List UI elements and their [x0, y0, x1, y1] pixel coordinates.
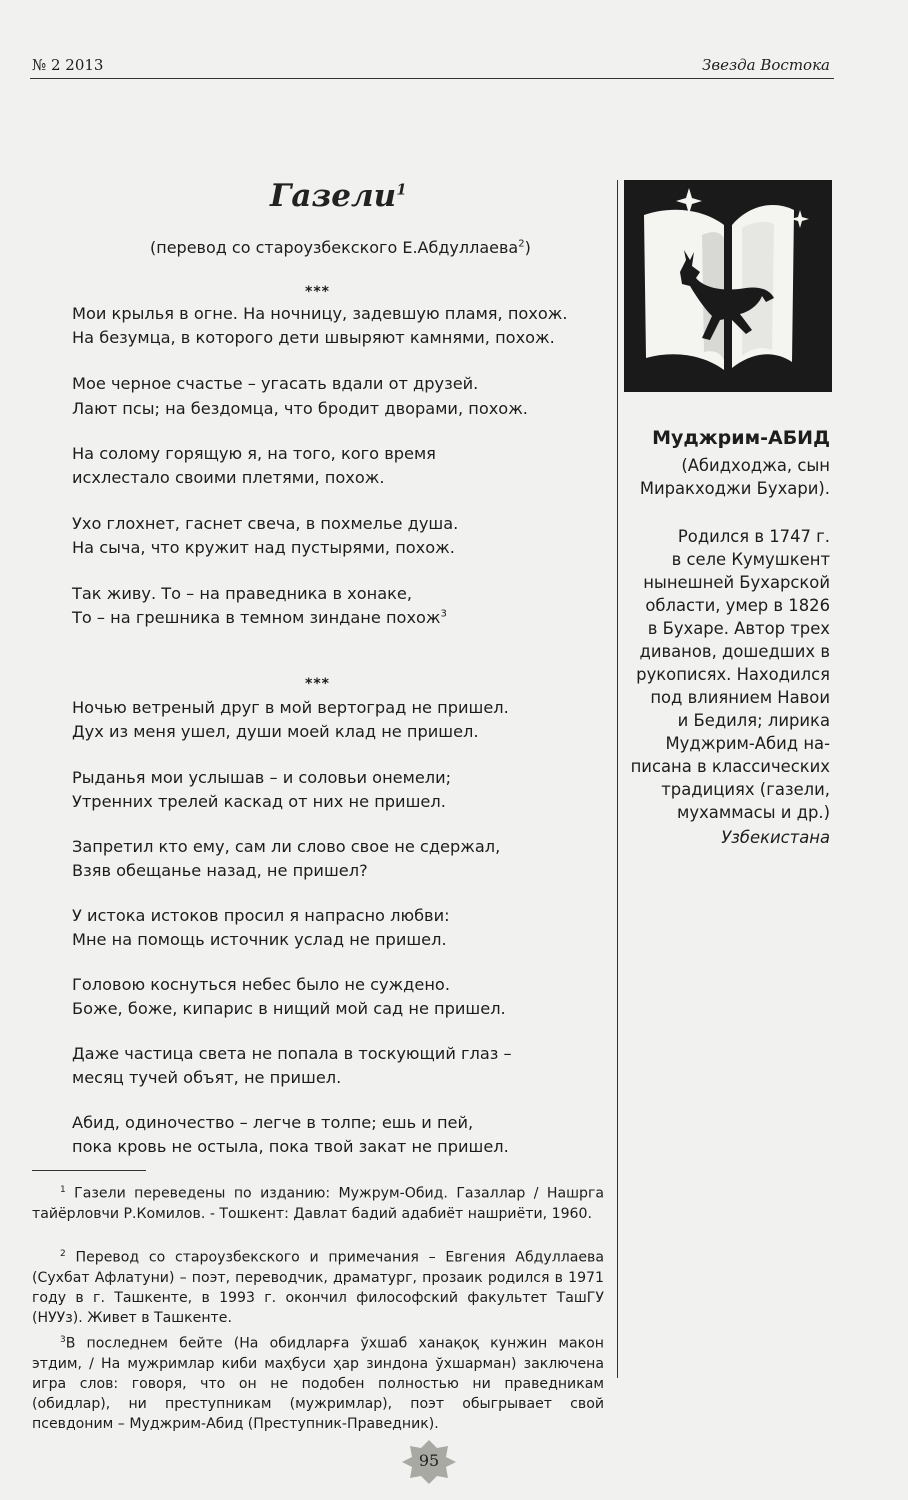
poem-line: Мне на помощь источник услад не пришел.	[72, 930, 447, 949]
footnote-text: Газели переведены по изданию: Мужрум-Обид. Газаллар / Нашрга тайёрловчи Р.Комилов. - Тошкент: Давлат бадий адабиёт нашриёти, 1960.	[32, 1185, 604, 1222]
footnote-text: Перевод со староузбекского и примечания – Евгения Абдуллаева (Сухбат Афлатуни) – поэт, переводчик, драматург, прозаик родился в 1971 году в г. Ташкенте, в 1993 г. окончил философский факультет ТашГУ (НУУз). Живет в Ташкенте.	[32, 1249, 604, 1326]
translation-note	[150, 238, 531, 257]
title-footnote-mark: 1	[396, 180, 407, 199]
poem-line: Рыданья мои услышав – и соловьи онемели;	[72, 768, 452, 787]
bio-line: под влиянием Навои	[650, 688, 830, 707]
footnote-divider	[32, 1170, 146, 1171]
poem-line: Дух из меня ушел, души моей клад не пришел.	[72, 722, 479, 741]
issue-number: № 2 2013	[32, 56, 104, 74]
poem-line: Мои крылья в огне. На ночницу, задевшую пламя, похож.	[72, 304, 568, 323]
poem-line: У истока истоков просил я напрасно любви:	[72, 906, 450, 925]
poem-line: исхлестало своими плетями, похож.	[72, 468, 385, 487]
title-text: Газели	[270, 178, 397, 214]
bio-line: писана в классических	[630, 757, 830, 776]
section-separator: ***	[305, 284, 330, 300]
footnote-mark: 1	[60, 1185, 66, 1195]
poem-line: Мое черное счастье – угасать вдали от друзей.	[72, 374, 479, 393]
poem-line: Ухо глохнет, гаснет свеча, в похмелье душа.	[72, 514, 459, 533]
bio-line: рукописях. Находился	[636, 665, 830, 684]
footnote	[32, 1330, 604, 1434]
poem-line: Лают псы; на бездомца, что бродит дворами, похож.	[72, 399, 528, 418]
poem-line-text: То – на грешника в темном зиндане похож	[72, 608, 441, 627]
author-country: Узбекистана	[721, 828, 830, 847]
bio-line: мухаммасы и др.)	[677, 803, 830, 822]
author-alias-line: Миракходжи Бухари).	[639, 479, 830, 498]
footnote-mark: 3	[60, 1335, 66, 1345]
footnote	[32, 1180, 604, 1224]
footnote-mark: 2	[60, 1249, 66, 1259]
section-separator: ***	[305, 676, 330, 692]
poem-line: пока кровь не остыла, пока твой закат не пришел.	[72, 1137, 509, 1156]
poem-line: Даже частица света не попала в тоскующий глаз –	[72, 1044, 512, 1063]
bio-line: в Бухаре. Автор трех	[647, 619, 830, 638]
page-number: 95	[418, 1451, 440, 1470]
poem-line: месяц тучей объят, не пришел.	[72, 1068, 342, 1087]
author-alias	[590, 454, 830, 500]
poem-line: На солому горящую я, на того, кого время	[72, 444, 436, 463]
poem-line: Ночью ветреный друг в мой вертоград не пришел.	[72, 698, 509, 717]
poem-footnote-mark: 3	[440, 608, 447, 620]
book-deer-emblem-icon	[624, 180, 832, 392]
poem-line: Боже, боже, кипарис в нищий мой сад не пришел.	[72, 999, 506, 1018]
page-title	[270, 178, 407, 214]
footnote-text: В последнем бейте (На обидларға ўхшаб ханақоқ кунжин макон этдим, / На мужримлар киби маҳбуси ҳар зиндона ўхшарман) заключена игра слов: говоря, что он не подобен полностью ни праведникам (обидлар), ни преступникам (мужримлар), поэт обыгрывает свой псевдоним – Муджрим-Абид (Преступник-Праведник).	[32, 1335, 604, 1432]
journal-name: Звезда Востока	[702, 56, 830, 74]
bio-line: в селе Кумушкент	[671, 550, 830, 569]
author-name: Муджрим-АБИД	[652, 427, 830, 449]
bio-line: Муджрим-Абид на-	[665, 734, 830, 753]
poem-line: Взяв обещанье назад, не пришел?	[72, 861, 368, 880]
poem-line: Абид, одиночество – легче в толпе; ешь и пей,	[72, 1113, 474, 1132]
poem-line: Утренних трелей каскад от них не пришел.	[72, 792, 446, 811]
header-divider	[30, 78, 834, 79]
bio-line: Родился в 1747 г.	[677, 527, 830, 546]
bio-line: диванов, дошедших в	[639, 642, 830, 661]
footnote	[32, 1244, 604, 1328]
subtitle-text: (перевод со староузбекского Е.Абдуллаева	[150, 238, 519, 257]
poem-line: На сыча, что кружит над пустырями, похож.	[72, 538, 455, 557]
author-bio	[590, 525, 830, 824]
poem-line	[72, 608, 447, 627]
bio-line: области, умер в 1826	[645, 596, 830, 615]
poem-line: На безумца, в которого дети швыряют камнями, похож.	[72, 328, 555, 347]
bio-line: нынешней Бухарской	[643, 573, 830, 592]
bio-line: традициях (газели,	[661, 780, 830, 799]
author-alias-line: (Абидходжа, сын	[681, 456, 830, 475]
poem-line: Головою коснуться небес было не суждено.	[72, 975, 450, 994]
bio-line: и Бедиля; лирика	[677, 711, 830, 730]
poem-line: Запретил кто ему, сам ли слово свое не сдержал,	[72, 837, 501, 856]
poem-line: Так живу. То – на праведника в хонаке,	[72, 584, 413, 603]
subtitle-close: )	[524, 238, 531, 257]
subtitle-footnote-mark: 2	[518, 238, 525, 250]
